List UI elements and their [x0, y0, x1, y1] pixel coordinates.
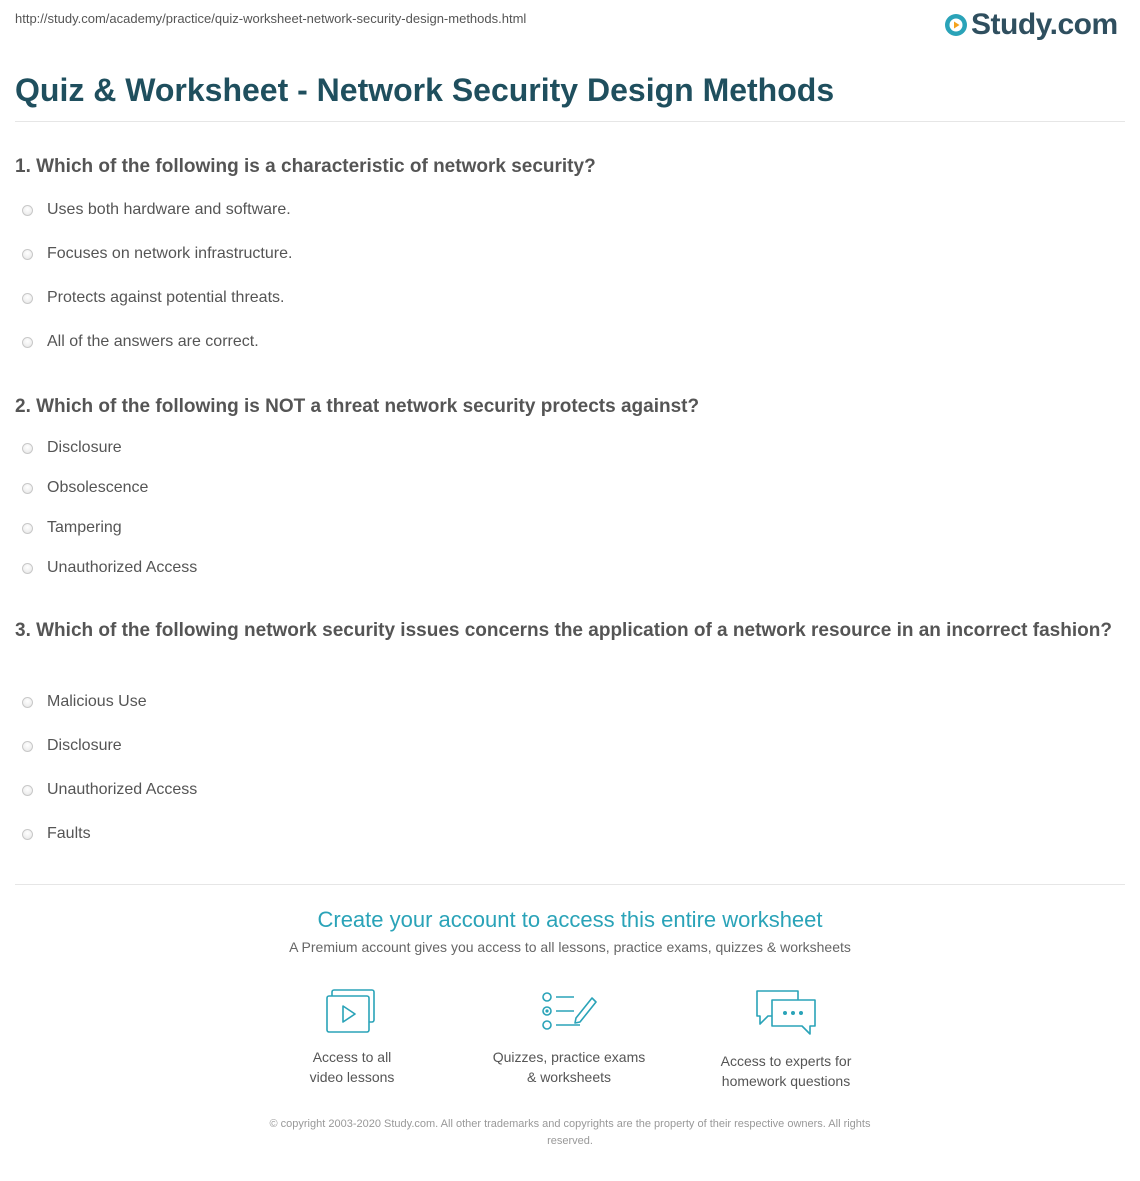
feature-label-line: video lessons	[309, 1069, 395, 1085]
answer-label: Disclosure	[47, 439, 122, 456]
radio-button[interactable]	[22, 741, 33, 752]
content-divider	[15, 884, 1125, 885]
answer-label: Faults	[47, 825, 91, 842]
feature-label-line: homework questions	[721, 1073, 851, 1089]
feature-label-line: Access to all	[312, 1049, 392, 1065]
answer-option[interactable]	[22, 690, 147, 714]
feature-label-line: Access to experts for	[720, 1053, 852, 1069]
answer-option[interactable]	[22, 286, 284, 310]
radio-button[interactable]	[22, 337, 33, 348]
question-3: 3. Which of the following network security issues concerns the application of a network resource in an incorrect fashion?	[15, 620, 1112, 641]
page-title: Quiz & Worksheet - Network Security Design Methods	[15, 72, 835, 108]
answer-option[interactable]	[22, 734, 122, 758]
radio-button[interactable]	[22, 785, 33, 796]
study-logo-icon	[944, 13, 968, 37]
answer-label: Focuses on network infrastructure.	[47, 245, 293, 262]
answer-option[interactable]	[22, 436, 122, 460]
answer-option[interactable]	[22, 198, 291, 222]
radio-button[interactable]	[22, 249, 33, 260]
answer-option[interactable]	[22, 778, 197, 802]
feature-quizzes	[469, 988, 669, 1087]
feature-label-line: Quizzes, practice exams	[492, 1049, 646, 1065]
radio-button[interactable]	[22, 523, 33, 534]
create-account-link[interactable]: Create your account to access this entire worksheet	[317, 907, 823, 932]
answer-label: Uses both hardware and software.	[47, 201, 291, 218]
answer-label: Tampering	[47, 519, 122, 536]
study-logo-text: Study.com	[971, 8, 1118, 41]
radio-button[interactable]	[22, 483, 33, 494]
page-url[interactable]: http://study.com/academy/practice/quiz-worksheet-network-security-design-methods.html	[15, 11, 527, 26]
study-logo[interactable]	[944, 7, 1118, 43]
question-2: 2. Which of the following is NOT a threat network security protects against?	[15, 396, 700, 417]
premium-description: A Premium account gives you access to all lessons, practice exams, quizzes & worksheets	[289, 939, 851, 955]
answer-option[interactable]	[22, 476, 148, 500]
video-lessons-icon	[325, 988, 379, 1034]
quiz-checklist-icon	[540, 988, 598, 1034]
answer-label: Protects against potential threats.	[47, 289, 285, 306]
radio-button[interactable]	[22, 205, 33, 216]
radio-button[interactable]	[22, 829, 33, 840]
copyright-notice	[210, 1116, 930, 1150]
top-bar	[0, 0, 1140, 60]
answer-label: Unauthorized Access	[47, 781, 198, 798]
radio-button[interactable]	[22, 293, 33, 304]
copyright-line: reserved.	[547, 1135, 593, 1147]
answer-option[interactable]	[22, 556, 197, 580]
answer-option[interactable]	[22, 822, 91, 846]
chat-bubbles-icon	[754, 988, 818, 1038]
feature-experts	[686, 988, 886, 1091]
title-divider	[15, 121, 1125, 122]
answer-option[interactable]	[22, 242, 292, 266]
answer-option[interactable]	[22, 330, 259, 354]
radio-button[interactable]	[22, 563, 33, 574]
answer-label: Malicious Use	[47, 693, 147, 710]
answer-label: Disclosure	[47, 737, 122, 754]
radio-button[interactable]	[22, 443, 33, 454]
question-1: 1. Which of the following is a characteristic of network security?	[15, 156, 596, 177]
answer-label: Unauthorized Access	[47, 559, 198, 576]
answer-label: All of the answers are correct.	[47, 333, 259, 350]
feature-video-lessons	[252, 988, 452, 1087]
copyright-line: © copyright 2003-2020 Study.com. All other trademarks and copyrights are the property of their respective owners. All rights	[269, 1118, 871, 1130]
radio-button[interactable]	[22, 697, 33, 708]
answer-option[interactable]	[22, 516, 122, 540]
answer-label: Obsolescence	[47, 479, 149, 496]
feature-label-line: & worksheets	[526, 1069, 612, 1085]
